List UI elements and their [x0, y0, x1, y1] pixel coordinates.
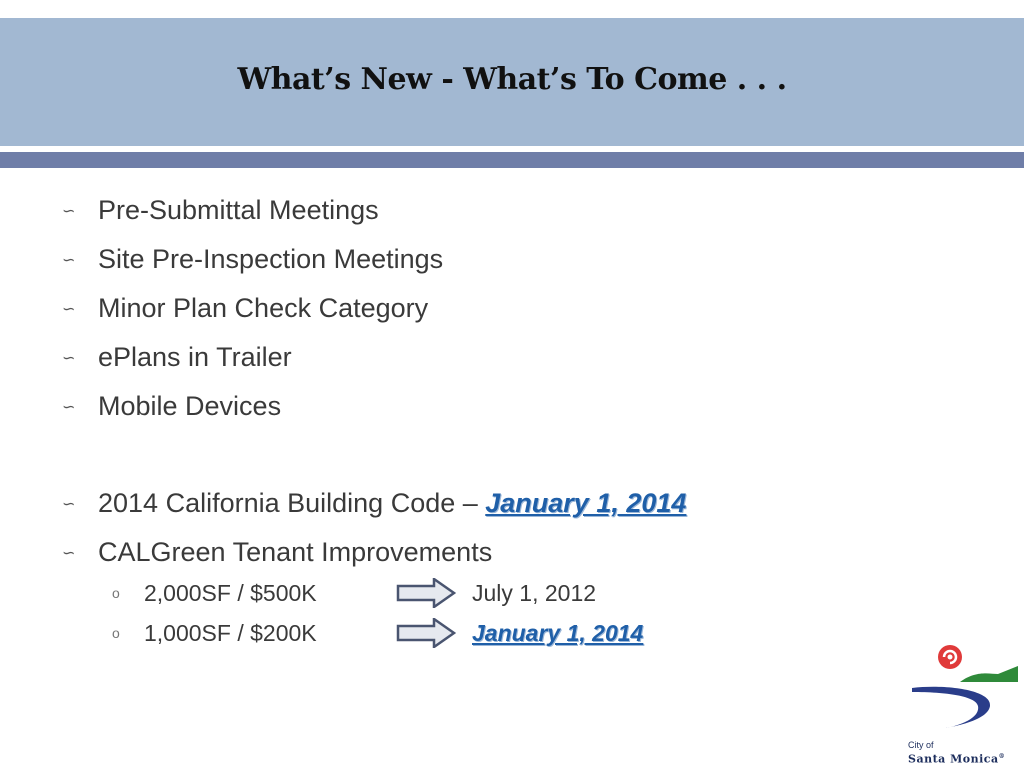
bullet-icon: ∽ [62, 494, 76, 513]
sub-list-item [112, 618, 643, 648]
list-item [62, 528, 686, 577]
bullet-icon: ∽ [62, 397, 76, 416]
bullet-text: Site Pre-Inspection Meetings [98, 244, 444, 274]
bullet-text: ePlans in Trailer [98, 342, 292, 372]
list-item [62, 235, 686, 284]
sub-item-date-link[interactable]: January 1, 2014 [472, 619, 644, 646]
bullet-icon: ∽ [62, 250, 76, 269]
logo-city-name [908, 751, 1005, 765]
slide-title: What’s New - What’s To Come . . . [237, 62, 787, 97]
bullet-icon: ∽ [62, 299, 76, 318]
bullet-text: CALGreen Tenant Improvements [98, 537, 493, 567]
sub-item-spec: 1,000SF / $200K [144, 619, 317, 646]
title-rule [0, 152, 1024, 168]
list-item [62, 382, 686, 431]
effective-date-link[interactable]: January 1, 2014 [485, 488, 687, 518]
logo-city-of: City of [908, 740, 934, 750]
right-arrow-icon [396, 618, 456, 648]
logo-name-text: Santa Monica [908, 752, 999, 766]
bullet-icon: ∽ [62, 348, 76, 367]
bullet-text: Pre-Submittal Meetings [98, 195, 379, 225]
logo-text [908, 740, 1005, 765]
sub-list-item [112, 578, 596, 608]
list-item [62, 284, 686, 333]
right-arrow-icon [396, 578, 456, 608]
sub-item-date: July 1, 2012 [472, 579, 597, 606]
bullet-text: 2014 California Building Code – [98, 488, 486, 518]
bullet-text: Mobile Devices [98, 391, 282, 421]
bullet-list [62, 186, 686, 577]
bullet-icon: ∽ [62, 543, 76, 562]
top-strip [0, 0, 1024, 18]
list-item [62, 479, 686, 528]
circle-bullet-icon: o [112, 625, 120, 641]
sub-item-spec: 2,000SF / $500K [144, 579, 317, 606]
list-item [62, 333, 686, 382]
bullet-icon: ∽ [62, 201, 76, 220]
circle-bullet-icon: o [112, 585, 120, 601]
bullet-text: Minor Plan Check Category [98, 293, 429, 323]
registered-mark: ® [998, 753, 1006, 760]
list-item [62, 186, 686, 235]
